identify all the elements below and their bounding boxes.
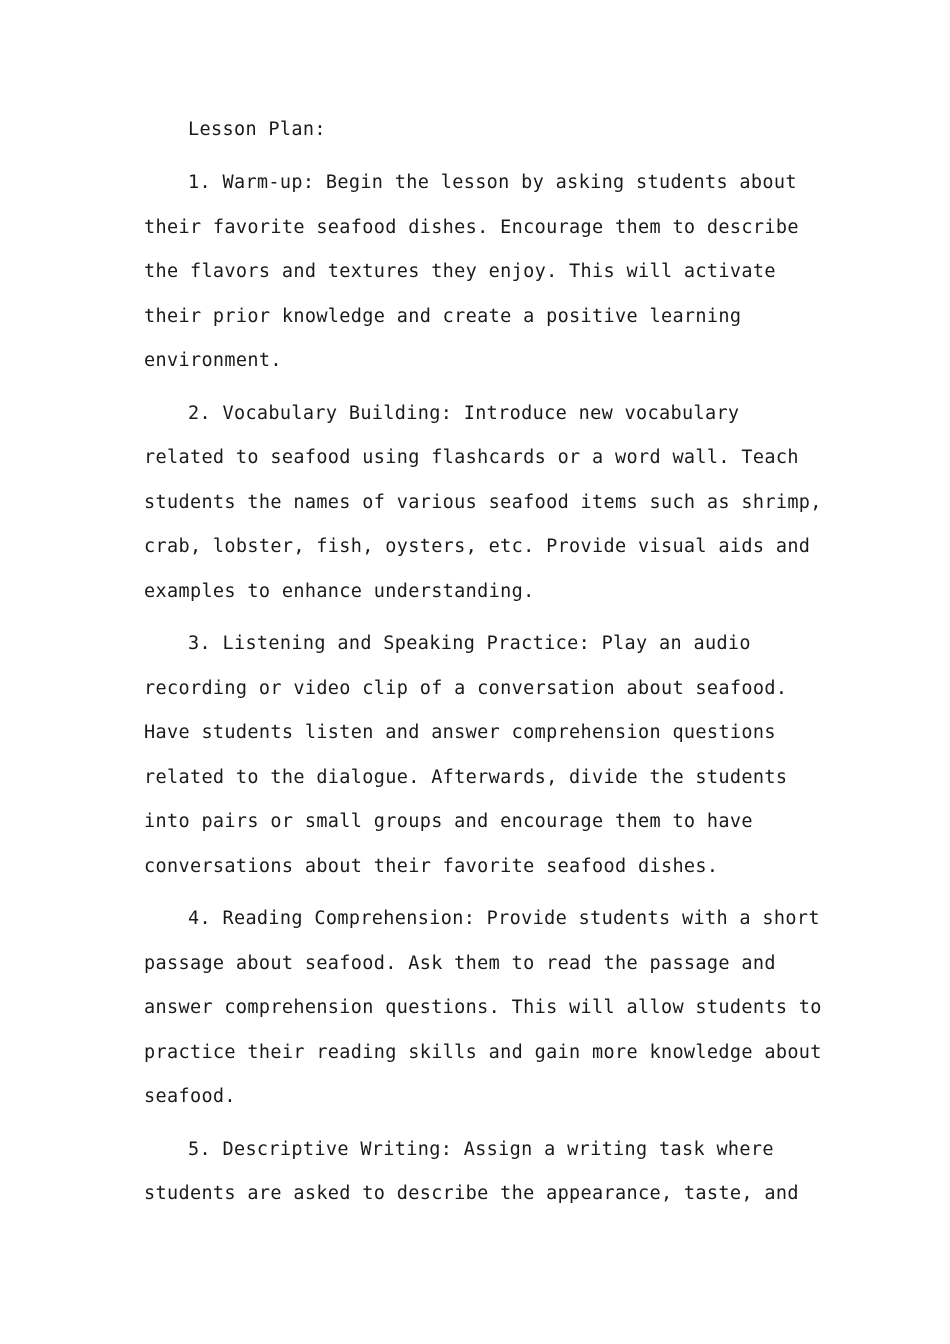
paragraph-line: their prior knowledge and create a positive learning [144, 306, 742, 327]
paragraph-line: answer comprehension questions. This will allow students to [144, 997, 822, 1018]
paragraph-line: examples to enhance understanding. [144, 581, 535, 602]
paragraph-line: students are asked to describe the appearance, taste, and [144, 1183, 799, 1204]
paragraph-line: practice their reading skills and gain more knowledge about [144, 1042, 822, 1063]
paragraph-line: into pairs or small groups and encourage them to have [144, 811, 753, 832]
paragraph-line: passage about seafood. Ask them to read the passage and [144, 953, 776, 974]
paragraph-line: 1. Warm-up: Begin the lesson by asking students about [188, 172, 797, 193]
paragraph-line: 4. Reading Comprehension: Provide students with a short [188, 908, 820, 929]
heading: Lesson Plan: [188, 119, 326, 140]
paragraph-line: students the names of various seafood items such as shrimp, [144, 492, 822, 513]
paragraph-line: related to seafood using flashcards or a word wall. Teach [144, 447, 799, 468]
paragraph-line: crab, lobster, fish, oysters, etc. Provide visual aids and [144, 536, 811, 557]
paragraph-line: their favorite seafood dishes. Encourage them to describe [144, 217, 799, 238]
paragraph-line: Have students listen and answer comprehension questions [144, 722, 776, 743]
paragraph-line: related to the dialogue. Afterwards, divide the students [144, 767, 788, 788]
paragraph-line: 5. Descriptive Writing: Assign a writing task where [188, 1139, 774, 1160]
paragraph-line: recording or video clip of a conversation about seafood. [144, 678, 788, 699]
paragraph-line: environment. [144, 350, 282, 371]
paragraph-line: 2. Vocabulary Building: Introduce new vocabulary [188, 403, 740, 424]
paragraph-line: 3. Listening and Speaking Practice: Play an audio [188, 633, 751, 654]
paragraph-line: the flavors and textures they enjoy. This will activate [144, 261, 776, 282]
paragraph-line: conversations about their favorite seafood dishes. [144, 856, 719, 877]
paragraph-line: seafood. [144, 1086, 236, 1107]
